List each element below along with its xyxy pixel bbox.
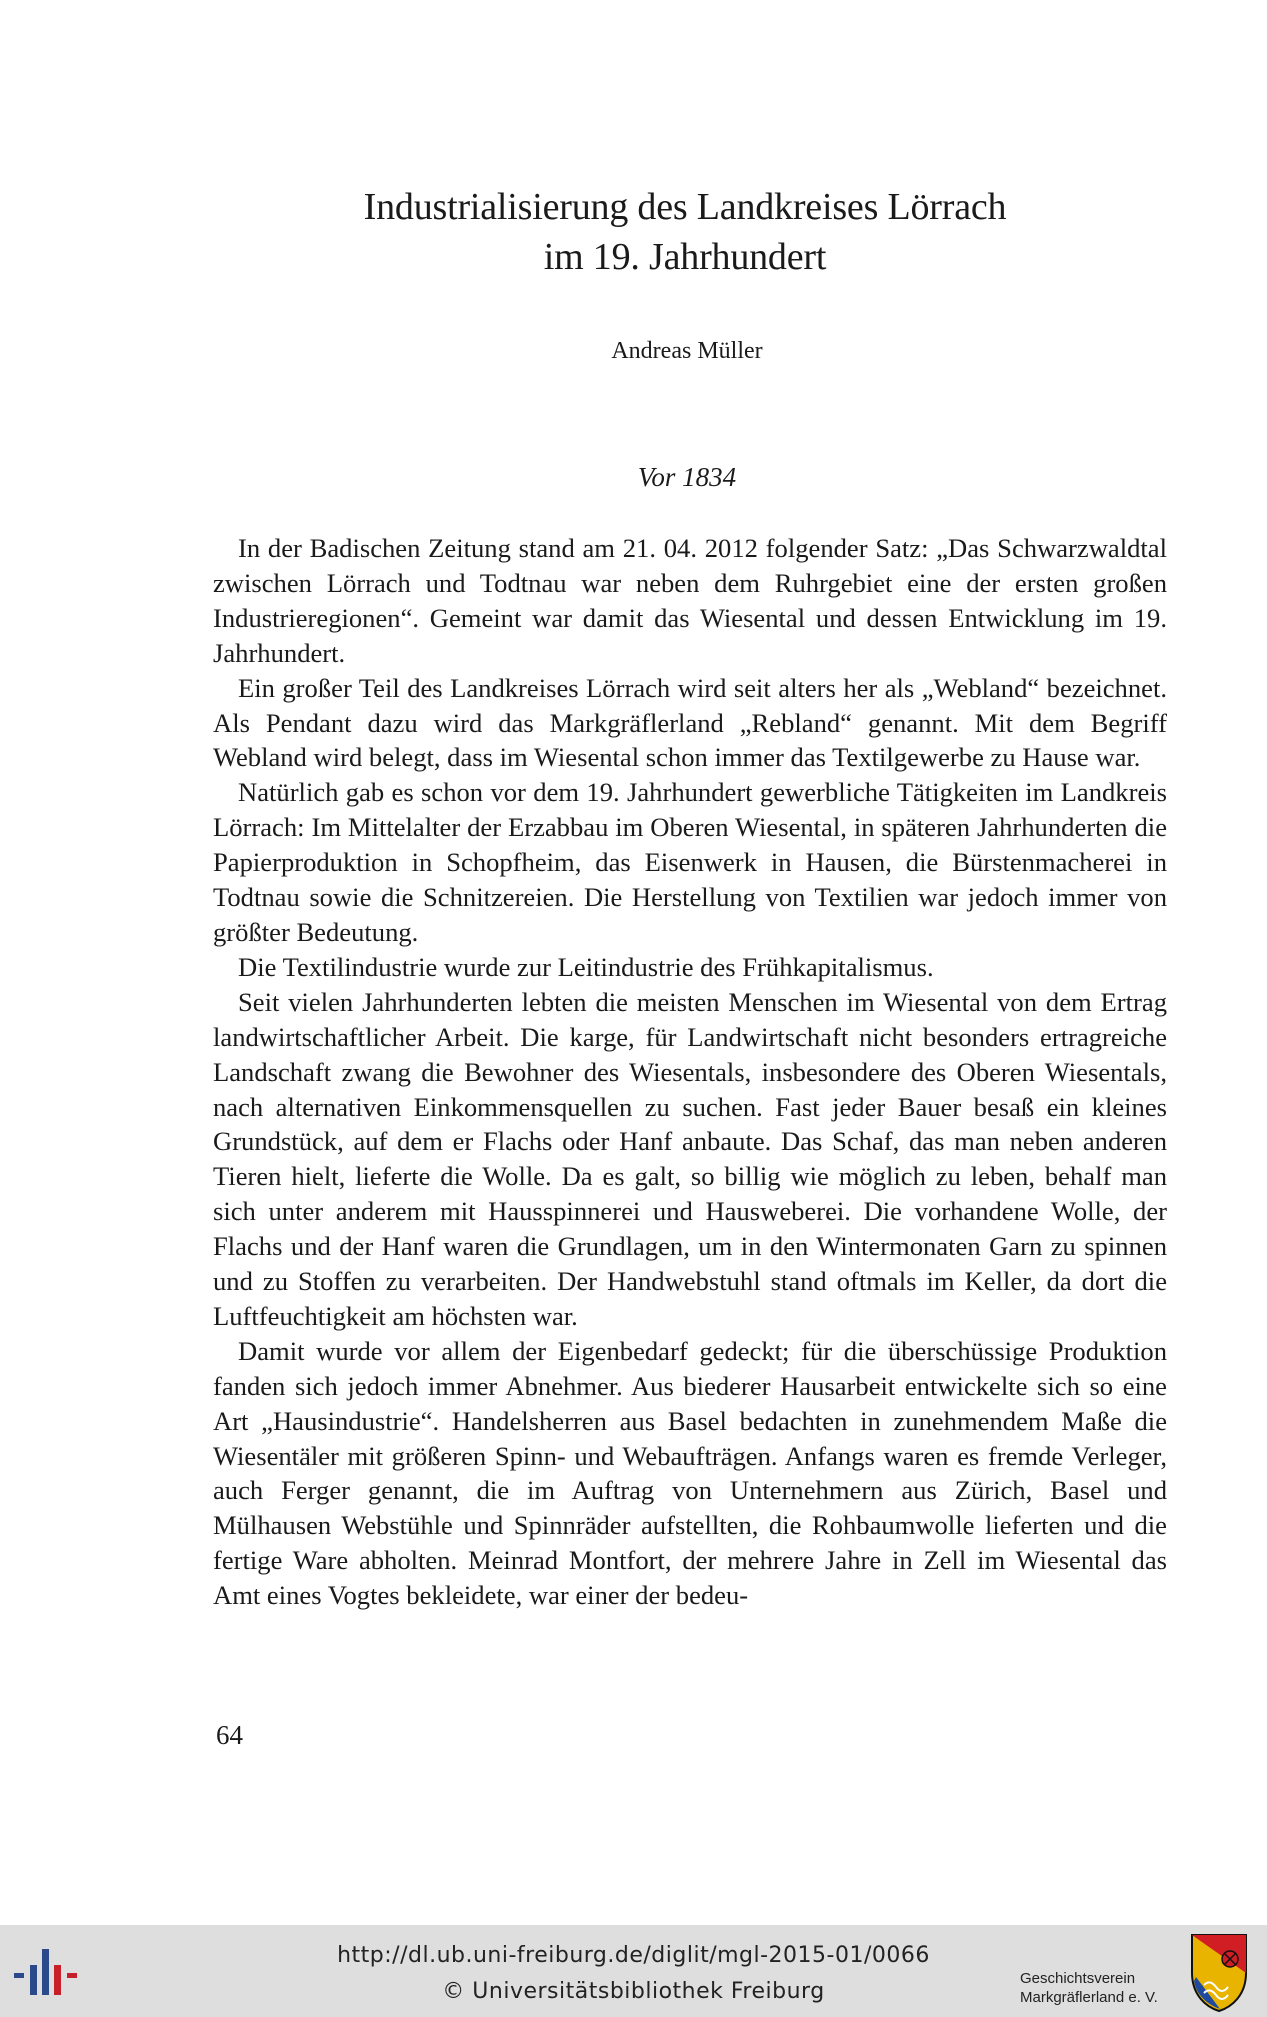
body-paragraph: Ein großer Teil des Landkreises Lörrach wird seit alters her als „Webland“ bezeichnet. Als Pendant dazu wird das Markgräflerland „Rebland“ genannt. Mit dem Begriff Webland wird belegt, dass im Wiesental schon immer das Textilgewerbe zu Hause war. [213, 672, 1167, 773]
body-paragraph: Damit wurde vor allem der Eigenbedarf gedeckt; für die überschüssige Produktion fanden sich jedoch immer Abnehmer. Aus biederer Hausarbeit entwickelte sich so eine Art „Hausindustrie“. Handelsherren aus Basel bedachten in zunehmendem Maße die Wiesentäler mit größeren Spinn- und Webaufträgen. Anfangs waren es fremde Verleger, auch Ferger genannt, die im Auftrag von Unternehmern aus Zürich, Basel und Mülhausen Webstühle und Spinnräder aufstellten, die Rohbaumwolle lieferten und die fertige Ware abholten. Meinrad Montfort, der mehrere Jahre in Zell im Wiesental das Amt eines Vogtes bekleidete, war einer der bedeu- [213, 1335, 1167, 1611]
article-title-line-1: Industrialisierung des Landkreises Lörrach [363, 186, 1007, 228]
footer-source-url[interactable]: http://dl.ub.uni-freiburg.de/diglit/mgl-2015-01/0066 [337, 1943, 930, 1968]
body-paragraph: Seit vielen Jahrhunderten lebten die meisten Menschen im Wiesental von dem Ertrag landwirtschaftlicher Arbeit. Die karge, für Landwirtschaft nicht besonders ertragreiche Landschaft zwang die Bewohner des Wiesentals, insbesondere des Oberen Wiesentals, nach alternativen Einkommensquellen zu suchen. Fast jeder Bauer besaß ein kleines Grundstück, auf dem er Flachs oder Hanf anbaute. Das Schaf, das man neben anderen Tieren hielt, lieferte die Wolle. Da es galt, so billig wie möglich zu leben, behalf man sich unter anderem mit Hausspinnerei und Hausweberei. Die vorhandene Wolle, der Flachs und der Hanf waren die Grundlagen, um in den Wintermonaten Garn zu spinnen und zu Stoffen zu verarbeiten. Der Handwebstuhl stand oftmals im Keller, da dort die Luftfeuchtigkeit am höchsten war. [213, 986, 1167, 1331]
society-line-2: Markgräflerland e. V. [1020, 1989, 1158, 2006]
footer-bar [0, 1925, 1267, 2017]
footer-society-name [1020, 1969, 1158, 2007]
markgraeflerland-crest-icon [1190, 1933, 1248, 2013]
footer-copyright: © Universitätsbibliothek Freiburg [442, 1979, 825, 2004]
body-paragraph: Die Textilindustrie wurde zur Leitindustrie des Frühkapitalismus. [238, 951, 934, 982]
body-paragraph: Natürlich gab es schon vor dem 19. Jahrhundert gewerbliche Tätigkeiten im Landkreis Lörrach: Im Mittelalter der Erzabbau im Oberen Wiesental, in späteren Jahrhunderten die Papierproduktion in Schopfheim, das Eisenwerk in Hausen, die Bürstenmacherei in Todtnau sowie die Schnitzereien. Die Herstellung von Textilien war jedoch immer von größter Bedeutung. [213, 777, 1167, 947]
article-body [213, 531, 1167, 1613]
section-heading: Vor 1834 [637, 462, 737, 492]
page-number: 64 [216, 1720, 243, 1750]
society-line-1: Geschichtsverein [1020, 1970, 1136, 1987]
article-author: Andreas Müller [611, 338, 763, 364]
body-paragraph: In der Badischen Zeitung stand am 21. 04. 2012 folgender Satz: „Das Schwarzwaldtal zwischen Lörrach und Todtnau war neben dem Ruhrgebiet eine der ersten großen Industrieregionen“. Gemeint war damit das Wiesental und dessen Entwicklung im 19. Jahrhundert. [213, 533, 1167, 668]
article-title-line-2: im 19. Jahrhundert [543, 236, 827, 278]
